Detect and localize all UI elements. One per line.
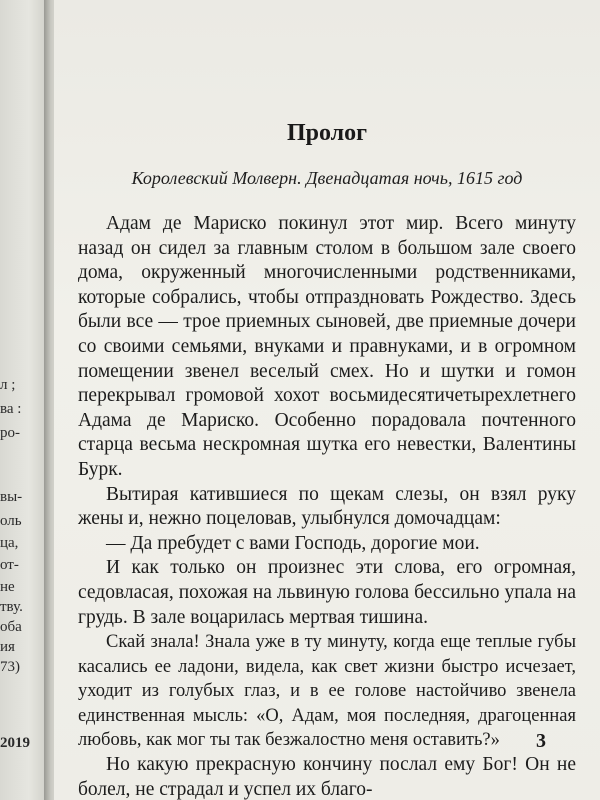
left-page-fragment: ва : bbox=[0, 401, 22, 417]
dialogue-line: — Да пребудет с вами Господь, дорогие мои. bbox=[106, 532, 480, 554]
left-page-fragment: ро- bbox=[0, 425, 20, 441]
page-body bbox=[78, 212, 576, 800]
chapter-title: Пролог bbox=[286, 120, 368, 146]
paragraph: Адам де Мариско покинул этот мир. Всего минуту назад он сидел за главным столом в большом зале своего дома, окруженный многочисленными родственниками, которые собрались, чтобы отпраздновать Рождество. Здесь были все — трое приемных сыновей, две приемные дочери со своими семьями, внуками и правнуками, и в огромном помещении звенел веселый смех. Но и шутки и гомон перекрывал громовой хохот восьмидесятичетырехлетнего Адама де Мариско. Особенно порадовала почтенного старца весьма нескромная шутка его невестки, Валентины Бурк. bbox=[78, 213, 576, 480]
left-page-fragment: ия bbox=[0, 639, 15, 655]
left-page-fragment: от- bbox=[0, 557, 19, 573]
left-page-fragment: оль bbox=[0, 513, 22, 529]
book-page bbox=[54, 0, 600, 800]
paragraph: Скай знала! Знала уже в ту минуту, когда еще теплые губы касались ее ладони, видела, как свет жизни быстро исчезает, уходит из голубых глаз, и в ее голове настойчиво звенела единственная мысль: «О, Адам, моя последняя, драгоценная любовь, как мог ты так безжалостно меня оставить?» bbox=[78, 632, 576, 751]
left-page-fragment: не bbox=[0, 579, 15, 595]
left-page-fragment: 73) bbox=[0, 659, 20, 675]
paragraph: И как только он произнес эти слова, его огромная, седовласая, похожая на львиную голова бессильно упала на грудь. В зале воцарилась мертвая тишина. bbox=[78, 557, 576, 628]
paragraph: Но какую прекрасную кончину послал ему Бог! Он не болел, не страдал и успел их благо- bbox=[78, 754, 576, 800]
adjacent-left-page bbox=[0, 0, 48, 800]
paragraph: Вытирая катившиеся по щекам слезы, он взял руку жены и, нежно поцеловав, улыбнулся домочадцам: bbox=[78, 483, 576, 530]
left-page-fragment: тву. bbox=[0, 599, 23, 615]
chapter-subtitle: Королевский Молверн. Двенадцатая ночь, 1615 год bbox=[131, 168, 523, 188]
left-page-fragment: оба bbox=[0, 619, 22, 635]
left-page-fragment: ца, bbox=[0, 535, 19, 551]
left-page-year: 2019 bbox=[0, 735, 30, 751]
left-page-fragment: л ; bbox=[0, 377, 16, 393]
left-page-fragment: вы- bbox=[0, 489, 23, 505]
page-number: 3 bbox=[536, 730, 546, 752]
